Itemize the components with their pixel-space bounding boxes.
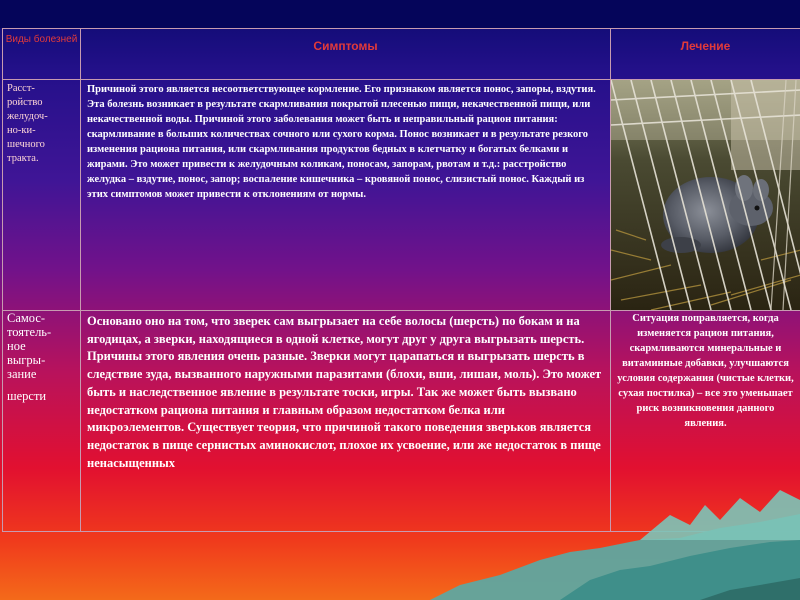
- disease-line: тоятель-: [7, 325, 52, 339]
- disease-line: Самос-: [7, 311, 46, 325]
- symptoms-text-fur-chewing: Основано оно на том, что зверек сам выгрызает на себе волосы (шерсть) по бокам и на ягодицах, а зверки, находящиеся в одной клетке, могут друг у друга выгрызать шерсть. Причины этого явления очень разные. Зверки могут царапаться и выгрызать шерсть в следствие зуда, вызванного наружными паразитами (блохи, вши, лишаи, моль). Это может быть и наследственное явление в результате тоски, игры. Так же может быть вызвано недостатком рациона питания и главным образом недостатком белка или микроэлементов. Существует теория, что причиной такого поведения зверьков является недостаток в пище сернистых аминокислот, плохое их усвоение, или же недостаток в пище ненасыщенных: [87, 314, 602, 470]
- symptoms-text-gi: Причиной этого является несоответствующее кормление. Его признаком является понос, запоры, вздутия. Эта болезнь возникает в результате скармливания покрытой плесенью пищи, некачественной пищи, или некачественной воды. Причиной этого заболевания может быть и неправильный рацион питания: скармливание в больших количествах сочного или сухого корма. Понос возникает и в результате резкого изменения рациона питания, или скармливания продуктов бедных в клетчатку и богатых белками и жирами. Это может привести к желудочным коликам, поносам, запорам, рвотам и т.д.: расстройство желудка – вздутие, понос, запор; воспаление кишечника – кровяной понос, слизистый понос. Каждый из этих симптомов может привести к отклонениям от нормы.: [87, 84, 596, 200]
- disease-cell: [3, 311, 81, 532]
- disease-name-fur-chewing: [3, 311, 80, 403]
- header-cell-symptoms: [81, 29, 611, 80]
- disease-line: ное: [7, 339, 26, 353]
- header-cell-treatment: [611, 29, 800, 80]
- disease-line: желудоч-: [7, 111, 48, 122]
- treatment-text-fur-chewing: Ситуация поправляется, когда изменяется рацион питания, скармливаются минеральные и витаминные добавки, улучшаются условия содержания (чистые клетки, сухая постилка) – все это уменьшает риск возникновения данного явления.: [617, 313, 794, 429]
- header-symptoms: Симптомы: [313, 39, 378, 53]
- header-diseases: Виды болезней: [5, 34, 78, 45]
- table-header-row: [3, 29, 800, 80]
- header-cell-diseases: [3, 29, 81, 80]
- disease-line: зание: [7, 367, 37, 381]
- disease-line: шечного: [7, 139, 45, 150]
- table-row: [3, 311, 800, 532]
- symptoms-cell: [81, 80, 611, 311]
- header-treatment: Лечение: [680, 39, 731, 53]
- disease-cell: [3, 80, 81, 311]
- disease-line: но-ки-: [7, 125, 36, 136]
- treatment-cell: [611, 311, 800, 532]
- table-row: [3, 80, 800, 311]
- disease-line: Расст-: [7, 83, 35, 94]
- disease-name-gi: [3, 80, 80, 168]
- chinchilla-in-cage-photo: [611, 80, 800, 310]
- disease-line: выгры-: [7, 353, 46, 367]
- symptoms-cell: [81, 311, 611, 532]
- disease-line: ройство: [7, 97, 43, 108]
- disease-line: шерсти: [7, 389, 47, 403]
- disease-table: [2, 28, 800, 532]
- treatment-cell: [611, 80, 800, 311]
- disease-line: тракта.: [7, 153, 39, 164]
- top-bar: [0, 0, 800, 28]
